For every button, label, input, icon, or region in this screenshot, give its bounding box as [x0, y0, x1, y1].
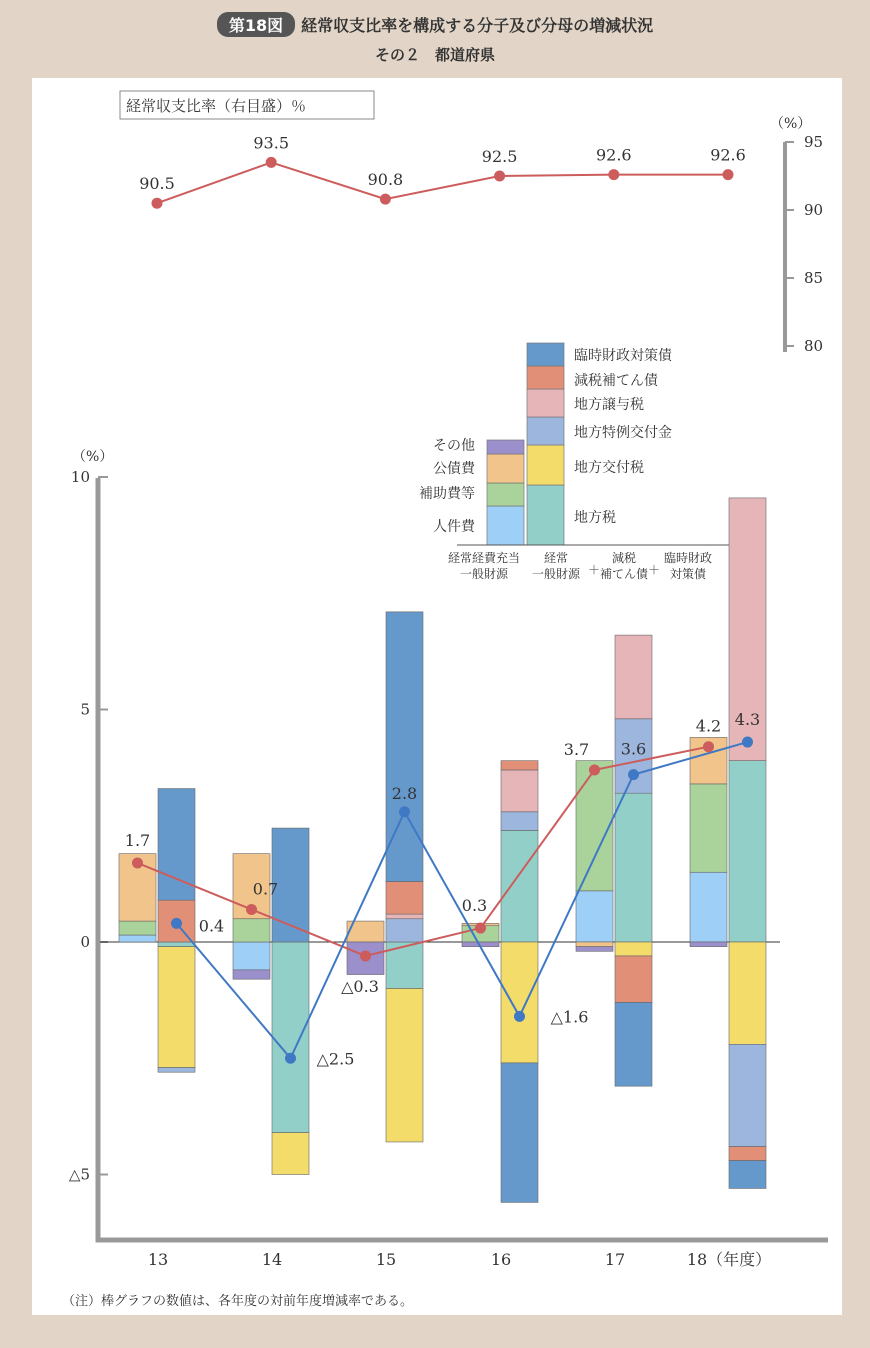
- ratio-line: [157, 162, 728, 203]
- bar-denominator-special_grant: [729, 1044, 766, 1146]
- bar-denominator-transfer_tax: [386, 914, 423, 919]
- bar-denominator-allocation_tax: [272, 1133, 309, 1175]
- legend-swatch-special_grant: [527, 417, 564, 445]
- numerator-value-label: △0.3: [341, 977, 379, 996]
- legend-swatch-subsidy: [487, 483, 524, 506]
- legend-label-other: その他: [433, 438, 475, 454]
- numerator-value-label: 1.7: [124, 830, 151, 850]
- bar-denominator-special_bond: [729, 1161, 766, 1189]
- ratio-label: 90.5: [139, 174, 175, 194]
- ratio-label: 92.5: [481, 147, 518, 166]
- figure-number-badge: 第18図: [217, 12, 295, 37]
- ratio-point: [608, 169, 619, 180]
- legend-label-tax_cut_bond: 減税補てん債: [574, 373, 658, 389]
- chart-panel: [32, 78, 842, 1315]
- numerator-point: [246, 904, 257, 915]
- bar-denominator-local_tax: [501, 830, 538, 942]
- numerator-value-label: 0.3: [461, 896, 488, 916]
- bar-numerator-personnel: [690, 872, 727, 942]
- numerator-value-label: 3.7: [563, 739, 590, 759]
- bar-numerator-subsidy: [576, 761, 613, 891]
- denominator-value-label: 0.4: [198, 916, 225, 936]
- main-y-unit: （%）: [72, 449, 114, 465]
- x-tick-label: 15: [375, 1250, 397, 1269]
- bar-denominator-tax_cut_bond: [729, 1147, 766, 1161]
- bar-numerator-other: [576, 947, 613, 952]
- legend-swatch-bond: [487, 454, 524, 483]
- bar-numerator-subsidy: [233, 919, 270, 942]
- bar-denominator-special_grant: [501, 812, 538, 831]
- chart-subtitle: その２ 都道府県: [374, 46, 495, 64]
- ratio-label: 92.6: [710, 145, 746, 165]
- top-y-tick-label: 80: [804, 337, 824, 355]
- legend-label-special_bond: 臨時財政対策債: [574, 348, 672, 364]
- ratio-label: 90.8: [367, 170, 404, 190]
- legend-caption-numerator-2: 一般財源: [459, 567, 509, 581]
- ratio-point: [152, 198, 163, 209]
- ratio-point: [380, 194, 391, 205]
- bar-numerator-bond: [576, 942, 613, 947]
- x-tick-label: 17: [604, 1250, 626, 1269]
- legend-swatch-other: [487, 440, 524, 454]
- bar-denominator-special_grant: [158, 1068, 195, 1073]
- numerator-point: [589, 764, 600, 775]
- top-y-tick-label: 85: [804, 269, 824, 287]
- footnote: （注）棒グラフの数値は、各年度の対前年度増減率である。: [62, 1294, 414, 1309]
- bar-numerator-subsidy: [690, 784, 727, 872]
- bar-denominator-tax_cut_bond: [501, 761, 538, 770]
- bar-denominator-allocation_tax: [729, 942, 766, 1044]
- numerator-point: [703, 741, 714, 752]
- denominator-value-label: 3.6: [620, 739, 647, 759]
- legend-swatch-allocation_tax: [527, 445, 564, 485]
- chart-title: [0, 12, 870, 37]
- legend-label-allocation_tax: 地方交付税: [574, 460, 644, 476]
- bar-denominator-tax_cut_bond: [386, 882, 423, 915]
- top-y-tick-label: 90: [804, 201, 824, 219]
- bar-numerator-personnel: [233, 942, 270, 970]
- main-y-tick-label: △5: [68, 1165, 90, 1184]
- legend-swatch-special_bond: [527, 343, 564, 366]
- legend-label-subsidy: 補助費等: [419, 486, 475, 502]
- main-y-tick-label: 0: [80, 933, 90, 951]
- ratio-point: [266, 157, 277, 168]
- bar-denominator-special_bond: [501, 1063, 538, 1203]
- legend-plus-sign: ＋: [647, 563, 661, 577]
- numerator-point: [475, 923, 486, 934]
- denominator-point: [514, 1011, 525, 1022]
- x-tick-label: 14: [261, 1250, 283, 1269]
- denominator-value-label: 4.3: [734, 710, 761, 730]
- legend-swatch-local_tax: [527, 485, 564, 545]
- main-y-tick-label: 5: [80, 700, 90, 719]
- legend-caption-specialbond-2: 対策債: [669, 567, 707, 581]
- top-chart-title: 経常収支比率（右目盛）％: [126, 97, 307, 115]
- denominator-value-label: △1.6: [550, 1007, 589, 1027]
- x-tick-label: 16: [490, 1250, 512, 1269]
- bar-denominator-allocation_tax: [158, 947, 195, 1068]
- ratio-point: [494, 171, 505, 182]
- legend-label-transfer_tax: 地方譲与税: [574, 397, 644, 413]
- legend-caption-taxcut-1: 減税: [611, 551, 637, 565]
- legend-swatch-personnel: [487, 506, 524, 545]
- legend-swatch-tax_cut_bond: [527, 366, 564, 389]
- bar-denominator-transfer_tax: [615, 635, 652, 719]
- bar-denominator-local_tax: [272, 942, 309, 1133]
- x-tick-label: 13: [147, 1250, 169, 1269]
- x-tick-label: 18（年度）: [686, 1250, 772, 1269]
- chart-svg: [32, 78, 842, 1315]
- bar-denominator-transfer_tax: [501, 770, 538, 812]
- legend-label-personnel: 人件費: [433, 519, 475, 535]
- denominator-point: [399, 806, 410, 817]
- numerator-point: [132, 857, 143, 868]
- legend-label-special_grant: 地方特例交付金: [574, 425, 672, 441]
- legend-swatch-transfer_tax: [527, 389, 564, 417]
- legend-caption-denominator-1: 経常: [543, 551, 569, 565]
- bar-denominator-special_bond: [615, 1002, 652, 1086]
- main-y-tick-label: 10: [70, 468, 90, 486]
- bar-denominator-tax_cut_bond: [615, 956, 652, 1003]
- bar-numerator-personnel: [119, 935, 156, 942]
- bar-denominator-allocation_tax: [615, 942, 652, 956]
- denominator-value-label: 2.8: [391, 783, 418, 803]
- numerator-value-label: 4.2: [695, 716, 722, 736]
- top-y-unit: （%）: [770, 116, 812, 132]
- top-y-tick-label: 95: [804, 133, 824, 151]
- denominator-point: [742, 737, 753, 748]
- bar-denominator-special_grant: [386, 919, 423, 942]
- legend-plus-sign: ＋: [587, 563, 601, 577]
- denominator-value-label: △2.5: [316, 1049, 355, 1069]
- bar-denominator-allocation_tax: [501, 942, 538, 1063]
- ratio-point: [723, 169, 734, 180]
- numerator-value-label: 0.7: [252, 879, 279, 899]
- bar-numerator-subsidy: [119, 921, 156, 935]
- denominator-point: [628, 769, 639, 780]
- legend-caption-denominator-2: 一般財源: [531, 567, 581, 581]
- figure-title-text: 経常収支比率を構成する分子及び分母の増減状況: [301, 16, 654, 35]
- legend-label-bond: 公債費: [433, 461, 475, 477]
- bar-denominator-allocation_tax: [386, 989, 423, 1142]
- legend-caption-specialbond-1: 臨時財政: [663, 551, 713, 565]
- denominator-point: [171, 918, 182, 929]
- bar-denominator-local_tax: [729, 761, 766, 942]
- legend-caption-numerator-1: 経常経費充当: [447, 551, 521, 565]
- bar-denominator-local_tax: [158, 942, 195, 947]
- legend-label-local_tax: 地方税: [574, 510, 616, 526]
- denominator-point: [285, 1053, 296, 1064]
- numerator-point: [360, 950, 371, 961]
- bar-numerator-other: [690, 942, 727, 947]
- bar-numerator-other: [233, 970, 270, 979]
- bar-denominator-local_tax: [615, 793, 652, 942]
- legend-caption-taxcut-2: 補てん債: [599, 567, 649, 581]
- bar-numerator-personnel: [576, 891, 613, 942]
- ratio-label: 93.5: [253, 133, 290, 153]
- ratio-label: 92.6: [595, 145, 632, 165]
